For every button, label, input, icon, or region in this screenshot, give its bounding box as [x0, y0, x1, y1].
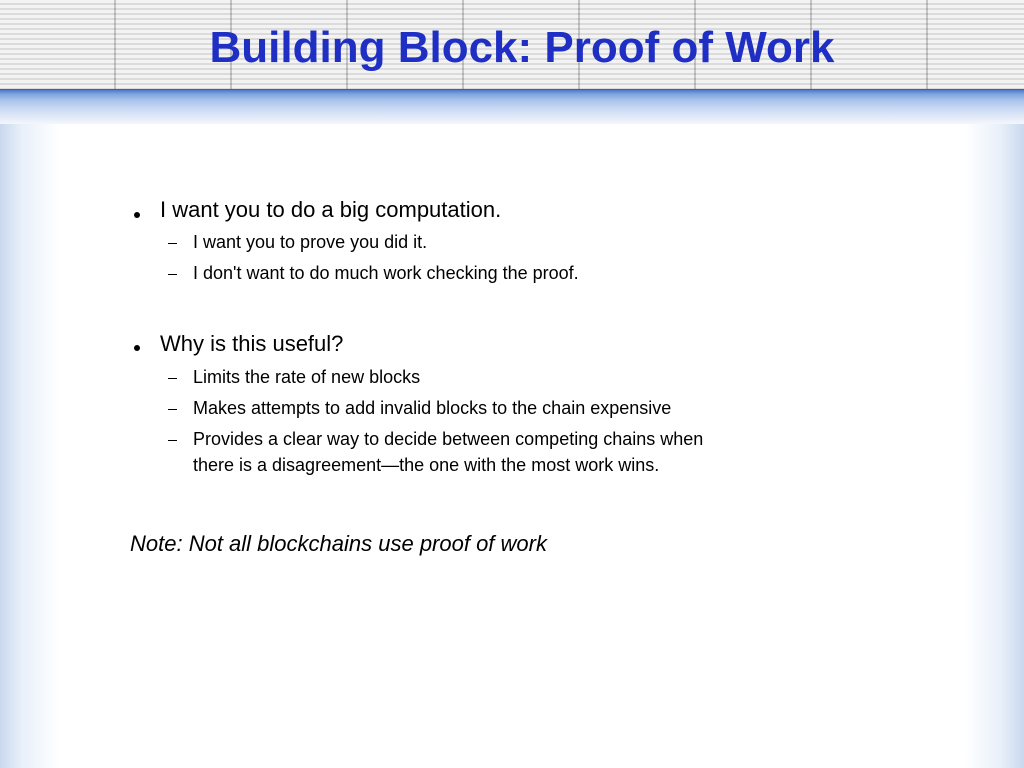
sub-bullet-item: Provides a clear way to decide between competing chains when: [193, 429, 704, 449]
bullet-dot: [134, 212, 140, 218]
sub-bullet-dash: [168, 409, 177, 410]
sub-bullet-continuation: there is a disagreement—the one with the most work wins.: [193, 455, 660, 475]
sub-bullet-item: Limits the rate of new blocks: [193, 367, 421, 387]
sub-bullet-dash: [168, 378, 177, 379]
bullet-item: Why is this useful?: [160, 331, 344, 356]
sub-bullet-item: I don't want to do much work checking the proof.: [193, 263, 579, 283]
sub-bullet-item: I want you to prove you did it.: [193, 232, 428, 252]
bullet-item: I want you to do a big computation.: [160, 197, 502, 222]
sub-bullet-dash: [168, 274, 177, 275]
bullet-dot: [134, 345, 140, 351]
sub-bullet-dash: [168, 440, 177, 441]
footnote: Note: Not all blockchains use proof of work: [130, 531, 547, 556]
sub-bullet-item: Makes attempts to add invalid blocks to the chain expensive: [193, 398, 672, 418]
sub-bullet-dash: [168, 243, 177, 244]
slide-title: Building Block: Proof of Work: [209, 23, 835, 72]
